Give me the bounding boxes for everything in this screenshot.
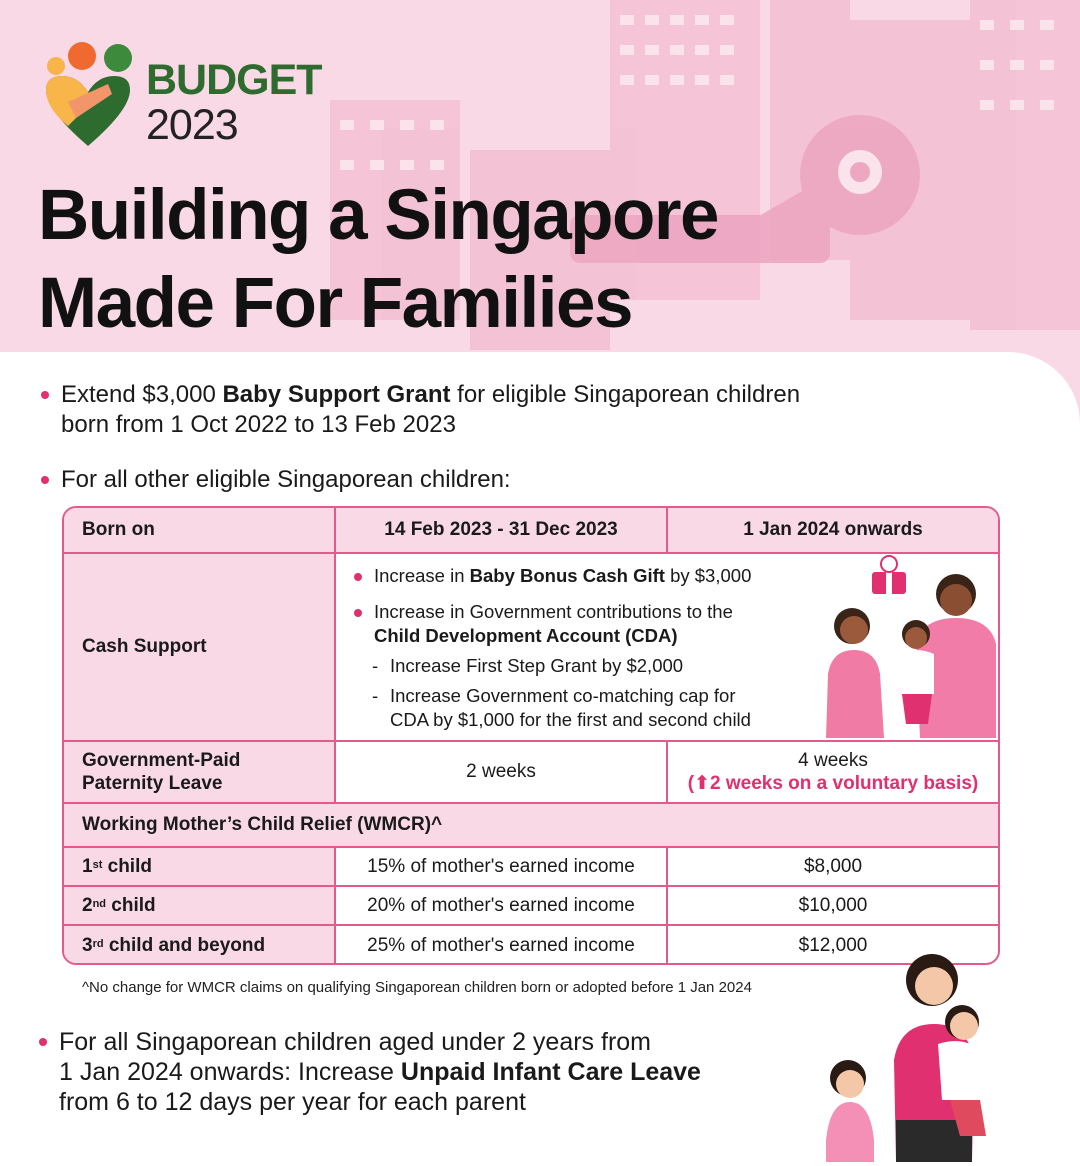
cash-support-list xyxy=(354,564,794,732)
bullet1-bold: Baby Support Grant xyxy=(222,381,451,408)
bullet-dot xyxy=(41,476,49,484)
logo-line1: BUDGET xyxy=(146,56,322,104)
wmcr-row2-col3: $10,000 xyxy=(798,894,868,916)
wmcr-row3-label: 3 rd child and beyond xyxy=(64,926,336,965)
bullet1-line2: born from 1 Oct 2022 to 13 Feb 2023 xyxy=(61,411,456,438)
paternity-col2: 2 weeks xyxy=(336,742,668,802)
table-row xyxy=(64,887,998,926)
budget-logo-text xyxy=(146,58,322,148)
wmcr-row1-col3: $8,000 xyxy=(803,855,863,877)
cash-item-cda: Increase in Government contributions to the Child Development Account (CDA) xyxy=(354,600,794,648)
wmcr-row2-label: 2 nd child xyxy=(64,887,336,924)
bullet-baby-support-grant xyxy=(61,380,941,440)
voluntary-note: (⬆2 weeks on a voluntary basis) xyxy=(687,773,979,794)
header-born-on: Born on xyxy=(64,508,336,552)
family-illustration xyxy=(812,554,998,740)
wmcr-row3-col2: 25% of mother's earned income xyxy=(336,926,668,965)
bullet-other-children xyxy=(61,465,941,495)
paternity-leave-row xyxy=(64,742,998,804)
up-arrow-icon: ⬆ xyxy=(694,773,711,794)
bullet1-post: for eligible Singaporean children xyxy=(450,381,801,408)
paternity-col3: 4 weeks (⬆2 weeks on a voluntary basis) xyxy=(687,750,979,794)
cash-item-baby-bonus: Increase in Baby Bonus Cash Gift by $3,000 xyxy=(354,564,794,588)
mother-children-illustration xyxy=(810,940,1010,1162)
wmcr-row3-col3: $12,000 xyxy=(798,934,868,956)
bullet-dot xyxy=(39,1038,47,1046)
cash-sub-co-matching: - Increase Government co-matching cap for CDA by $1,000 for the first and second child xyxy=(372,685,751,730)
wmcr-title: Working Mother’s Child Relief (WMCR)^ xyxy=(82,814,443,835)
logo-line2: 2023 xyxy=(146,101,238,149)
bullet-dot xyxy=(41,391,49,399)
header-col3: 1 Jan 2024 onwards xyxy=(668,508,998,552)
cash-support-row xyxy=(64,554,998,742)
bullet1-pre: Extend $3,000 xyxy=(61,381,223,408)
table-row xyxy=(64,848,998,887)
wmcr-footnote: ^No change for WMCR claims on qualifying Singaporean children born or adopted before 1 Jan 2024 xyxy=(82,979,752,996)
wmcr-title-row xyxy=(64,804,998,848)
title-line2: Made For Families xyxy=(38,264,632,343)
bullet-infant-care-leave: For all Singaporean children aged under 2 years from 1 Jan 2024 onwards: Increase Unpaid Infant Care Leave from 6 to 12 days per year for each parent xyxy=(59,1027,779,1117)
paternity-label: Government-Paid Paternity Leave xyxy=(64,742,336,802)
wmcr-row2-col2: 20% of mother's earned income xyxy=(336,887,668,924)
page-title xyxy=(38,172,718,348)
benefits-table xyxy=(62,506,1000,965)
bullet2-text: For all other eligible Singaporean children: xyxy=(61,466,511,493)
header-col2: 14 Feb 2023 - 31 Dec 2023 xyxy=(336,508,668,552)
wmcr-row1-col2: 15% of mother's earned income xyxy=(336,848,668,885)
budget-heart-logo xyxy=(38,40,138,152)
wmcr-row1-label: 1 st child xyxy=(64,848,336,885)
header-banner xyxy=(0,0,1080,400)
table-header-row xyxy=(64,508,998,554)
title-line1: Building a Singapore xyxy=(38,176,719,255)
cash-sub-first-step: - Increase First Step Grant by $2,000 xyxy=(372,655,684,676)
cash-support-label: Cash Support xyxy=(64,554,336,740)
